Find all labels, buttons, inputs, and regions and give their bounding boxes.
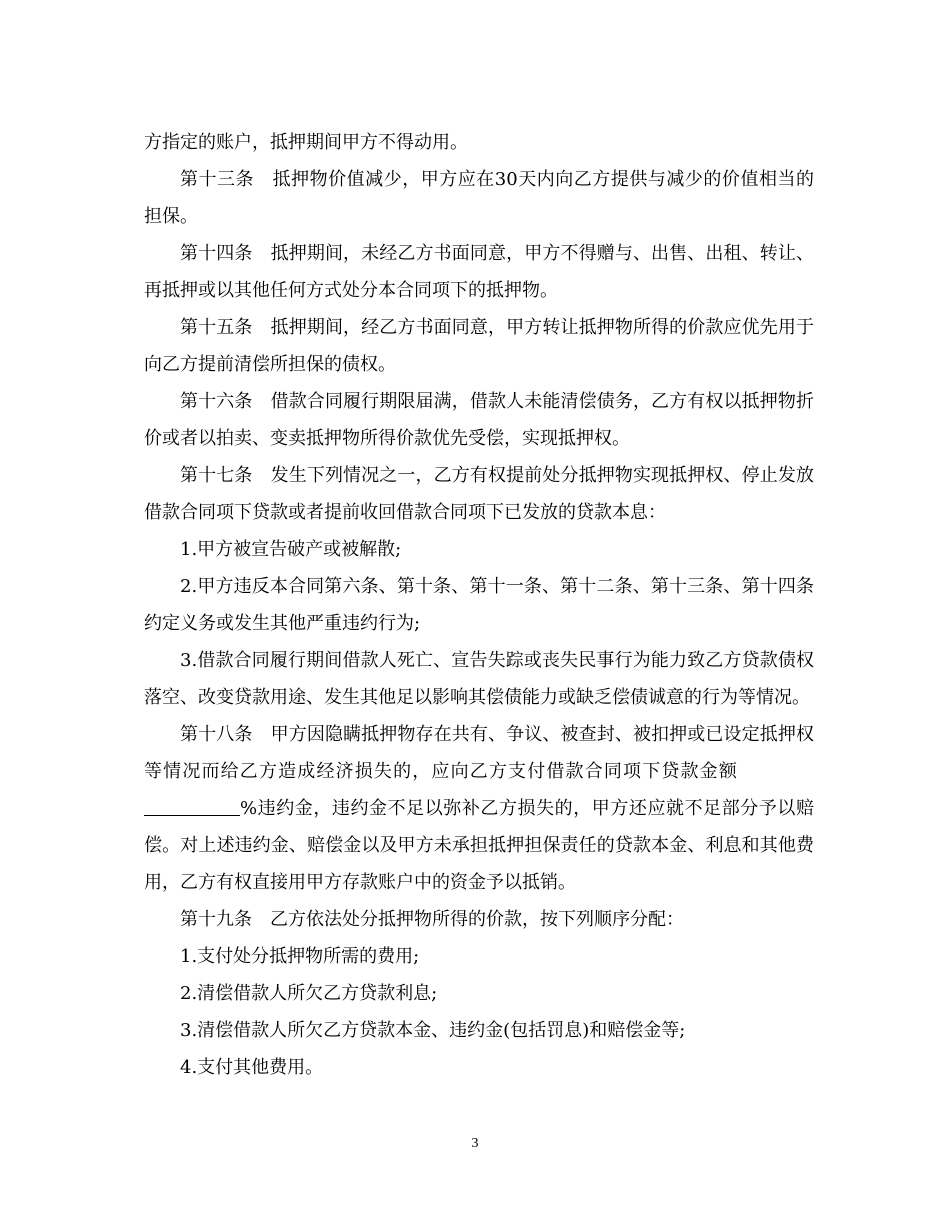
article-19: 第十九条 乙方依法处分抵押物所得的价款，按下列顺序分配： (180, 909, 684, 930)
article-19-item-3: 3.清偿借款人所欠乙方贷款本金、违约金(包括罚息)和赔偿金等; (180, 1020, 686, 1041)
article-17-item-3: 3.借款合同履行期间借款人死亡、宣告失踪或丧失民事行为能力致乙方贷款债权落空、改变贷款用途、发生其他足以影响其偿债能力或缺乏偿债诚意的行为等情况。 (144, 650, 814, 708)
article-19-item-4: 4.支付其他费用。 (180, 1057, 324, 1078)
article-18 (144, 716, 814, 901)
document-body (144, 124, 814, 1086)
article-18-part-1: 第十八条 甲方因隐瞒抵押物存在共有、争议、被查封、被扣押或已设定抵押权等情况而给乙方造成经济损失的，应向乙方支付借款合同项下贷款金额 (144, 724, 814, 782)
article-17: 第十七条 发生下列情况之一，乙方有权提前处分抵押物实现抵押权、停止发放借款合同项下贷款或者提前收回借款合同项下已发放的贷款本息： (144, 465, 814, 523)
paragraph-continuation: 方指定的账户，抵押期间甲方不得动用。 (144, 132, 468, 153)
article-18-part-2: %违约金，违约金不足以弥补乙方损失的，甲方还应就不足部分予以赔偿。对上述违约金、赔偿金以及甲方未承担抵押担保责任的贷款本金、利息和其他费用，乙方有权直接用甲方存款账户中的资金予以抵销。 (144, 798, 814, 893)
article-19-item-1: 1.支付处分抵押物所需的费用; (180, 946, 420, 967)
article-16: 第十六条 借款合同履行期限届满，借款人未能清偿债务，乙方有权以抵押物折价或者以拍卖、变卖抵押物所得价款优先受偿，实现抵押权。 (144, 391, 814, 449)
article-17-item-1: 1.甲方被宣告破产或被解散; (180, 539, 402, 560)
article-14: 第十四条 抵押期间，未经乙方书面同意，甲方不得赠与、出售、出租、转让、再抵押或以其他任何方式处分本合同项下的抵押物。 (144, 243, 814, 301)
article-19-item-2: 2.清偿借款人所欠乙方贷款利息; (180, 983, 438, 1004)
article-15: 第十五条 抵押期间，经乙方书面同意，甲方转让抵押物所得的价款应优先用于向乙方提前清偿所担保的债权。 (144, 317, 814, 375)
page-number: 3 (471, 1136, 479, 1151)
fill-in-blank (144, 799, 240, 816)
article-13: 第十三条 抵押物价值减少，甲方应在30天内向乙方提供与减少的价值相当的担保。 (144, 169, 814, 227)
article-17-item-2: 2.甲方违反本合同第六条、第十条、第十一条、第十二条、第十三条、第十四条约定义务或发生其他严重违约行为; (144, 576, 814, 634)
